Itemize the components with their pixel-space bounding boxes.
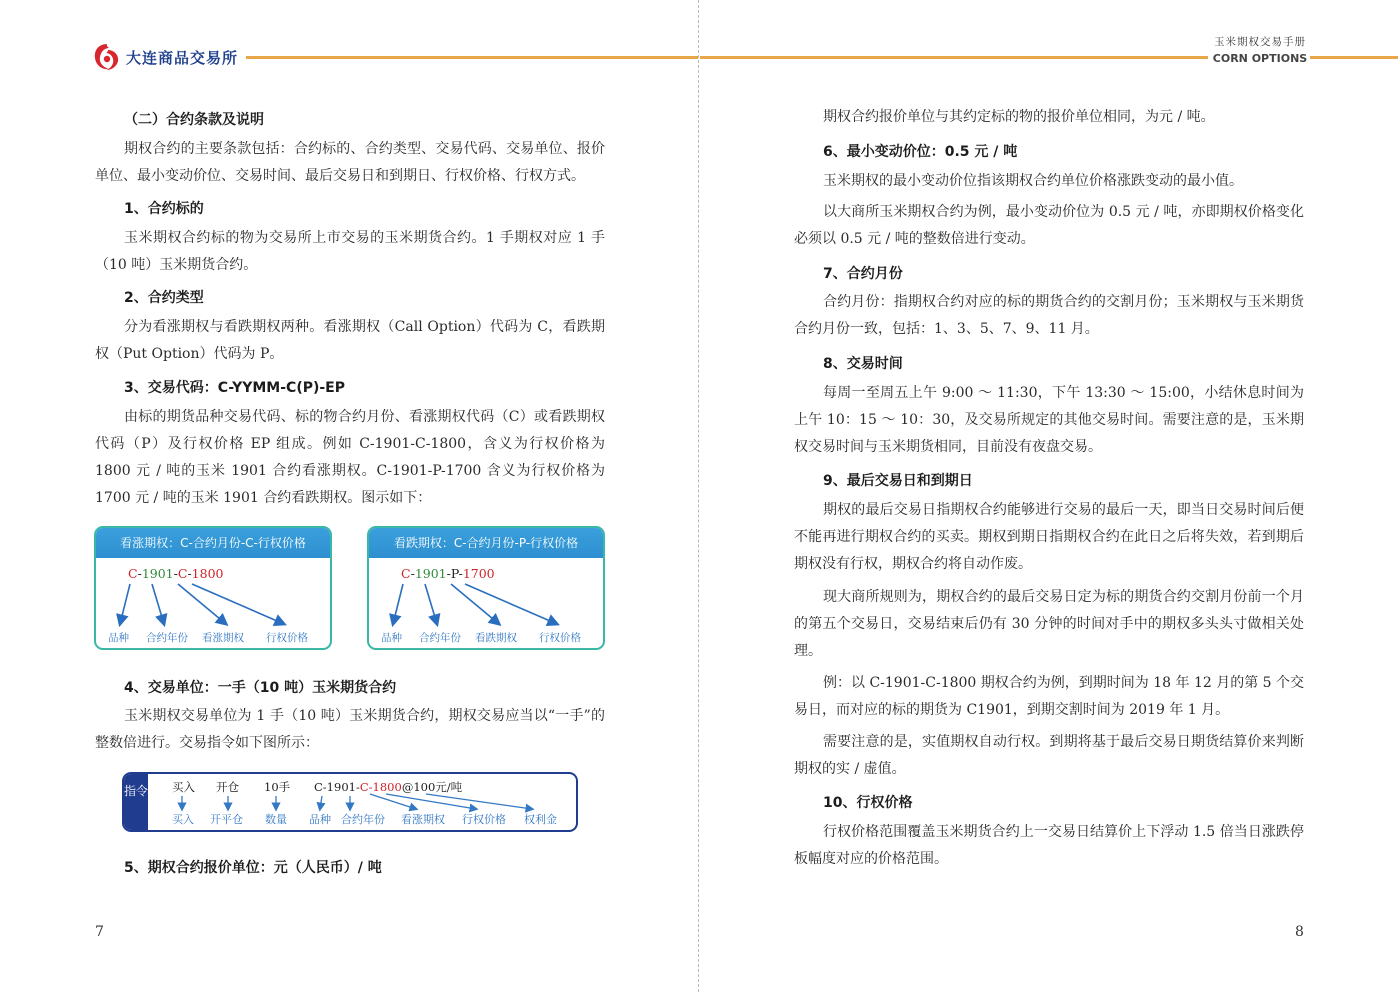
header-title-block	[1210, 34, 1310, 65]
instr-top-buy: 买入	[172, 780, 195, 794]
instr-label-open-close: 开平仓	[210, 813, 243, 826]
call-label-type: 看涨期权	[202, 632, 244, 644]
heading-strike-price: 10、行权价格	[823, 795, 913, 811]
header-rule-left	[246, 56, 698, 59]
instr-label-year: 合约年份	[341, 813, 385, 826]
paragraph-trading-hours: 每周一至周五上午 9:00 ～ 11:30，下午 13:30 ～ 15:00，小结休息时间为上午 10：15 ～ 10：30，及交易所规定的其他交易时间。需要注意的是，玉米期权交易时间与玉米期货相同，目前没有夜盘交易。	[794, 385, 1304, 455]
instr-code-premium: @100元/吨	[401, 780, 463, 794]
paragraph-underlying: 玉米期权合约标的物为交易所上市交易的玉米期货合约。1 手期权对应 1 手（10 吨）玉米期货合约。	[95, 230, 605, 273]
instr-label-premium: 权利金	[524, 813, 557, 826]
put-label-year: 合约年份	[419, 632, 461, 644]
paragraph-trading-code: 由标的期货品种交易代码、标的物合约月份、看涨期权代码（C）或看跌期权代码（P）及行权价格 EP 组成。例如 C-1901-C-1800，含义为行权价格为 1800 元 / 吨的玉米 1901 合约看涨期权。C-1901-P-1700 含义为行权价格为 1700 元 / 吨的玉米 1901 合约看跌期权。图示如下：	[95, 409, 605, 506]
code-part-variety: C	[128, 566, 138, 581]
call-label-variety: 品种	[108, 632, 129, 644]
instr-label-buy: 买入	[172, 813, 194, 826]
paragraph-quote-unit: 期权合约报价单位与其约定标的物的报价单位相同，为元 / 吨。	[823, 109, 1215, 125]
section-title: （二）合约条款及说明	[124, 112, 264, 128]
paragraph-tick-size-b: 以大商所玉米期权合约为例，最小变动价位为 0.5 元 / 吨，亦即期权价格变化必须以 0.5 元 / 吨的整数倍进行变动。	[794, 204, 1304, 247]
paragraph-contract-months: 合约月份：指期权合约对应的标的期货合约的交割月份；玉米期权与玉米期货合约月份一致，包括：1、3、5、7、9、11 月。	[794, 294, 1304, 337]
put-label-variety: 品种	[381, 632, 402, 644]
paragraph-last-trading-day-c: 例：以 C-1901-C-1800 期权合约为例，到期时间为 18 年 12 月的第 5 个交易日，而对应的标的期货为 C1901，到期交割时间为 2019 年 1 月。	[794, 675, 1305, 718]
code-part-year: 1901	[414, 566, 447, 581]
header-rule-right-end	[1310, 56, 1398, 59]
instr-label-variety: 品种	[309, 813, 331, 826]
intro-paragraph: 期权合约的主要条款包括：合约标的、合约类型、交易代码、交易单位、报价单位、最小变动价位、交易时间、最后交易日和到期日、行权价格、行权方式。	[95, 141, 605, 184]
paragraph-strike-price: 行权价格范围覆盖玉米期货合约上一交易日结算价上下浮动 1.5 倍当日涨跌停板幅度对应的价格范围。	[794, 824, 1304, 867]
code-part-strike: 1700	[462, 566, 495, 581]
header-right-title: 玉米期权交易手册	[1214, 36, 1306, 48]
logo-text: 大连商品交易所	[126, 49, 239, 67]
paragraph-last-trading-day-b: 现大商所规则为，期权合约的最后交易日定为标的期货合约交割月份前一个月的第五个交易日，交易结束后仍有 30 分钟的时间对手中的期权多头头寸做相关处理。	[794, 589, 1304, 659]
code-part-sep: -	[173, 566, 178, 581]
instr-label-strike: 行权价格	[462, 813, 506, 826]
heading-contract-months: 7、合约月份	[823, 266, 903, 282]
paragraph-contract-type: 分为看涨期权与看跌期权两种。看涨期权（Call Option）代码为 C，看跌期权（Put Option）代码为 P。	[95, 319, 605, 362]
code-part-year: 1901	[141, 566, 174, 581]
heading-trading-hours: 8、交易时间	[823, 356, 903, 372]
code-part-sep: -	[410, 566, 415, 581]
put-option-diagram	[367, 526, 605, 650]
heading-trading-code: 3、交易代码：C-YYMM-C(P)-EP	[124, 380, 346, 396]
instr-code-prefix: C-1901-	[314, 780, 360, 794]
put-label-type: 看跌期权	[475, 632, 517, 644]
page-number-right: 8	[1295, 924, 1304, 940]
code-part-sep: -	[137, 566, 142, 581]
paragraph-tick-size-a: 玉米期权的最小变动价位指该期权合约单位价格涨跌变动的最小值。	[823, 173, 1243, 189]
heading-underlying: 1、合约标的	[124, 201, 204, 217]
call-option-diagram	[94, 526, 332, 650]
code-part-sep: -	[187, 566, 192, 581]
paragraph-trading-unit: 玉米期权交易单位为 1 手（10 吨）玉米期货合约，期权交易应当以“一手”的整数倍进行。交易指令如下图所示：	[95, 708, 605, 751]
page-divider	[698, 0, 699, 992]
call-diagram-title: 看涨期权：C-合约月份-C-行权价格	[96, 528, 330, 558]
instr-label-call: 看涨期权	[401, 813, 445, 826]
paragraph-last-trading-day-a: 期权的最后交易日指期权合约能够进行交易的最后一天，即当日交易时间后便不能再进行期权合约的买卖。期权到期日指期权合约在此日之后将失效，若到期后期权没有行权，期权合约将自动作废。	[794, 502, 1304, 572]
instruction-diagram	[122, 772, 578, 832]
instr-code-strike: 1800	[372, 780, 402, 794]
dce-logo-icon	[92, 42, 122, 72]
instr-top-open: 开仓	[216, 780, 239, 794]
code-part-variety: C	[401, 566, 411, 581]
code-part-sep: -	[446, 566, 451, 581]
heading-trading-unit: 4、交易单位：一手（10 吨）玉米期货合约	[124, 680, 397, 696]
page-number-left: 7	[95, 924, 104, 940]
instr-top-qty: 10手	[264, 780, 291, 794]
code-part-sep: -	[458, 566, 463, 581]
heading-quote-unit: 5、期权合约报价单位：元（人民币）/ 吨	[124, 860, 382, 876]
paragraph-last-trading-day-d: 需要注意的是，实值期权自动行权。到期将基于最后交易日期货结算价来判断期权的实 / 虚值。	[794, 734, 1304, 777]
instr-label-qty: 数量	[265, 813, 287, 826]
header-rule-right	[700, 56, 1208, 59]
call-label-strike: 行权价格	[266, 632, 308, 644]
heading-tick-size: 6、最小变动价位：0.5 元 / 吨	[823, 144, 1018, 160]
put-label-strike: 行权价格	[539, 632, 581, 644]
instruction-side-label: 指令	[124, 774, 148, 830]
code-part-strike: 1800	[191, 566, 224, 581]
heading-contract-type: 2、合约类型	[124, 290, 204, 306]
instr-code-type: C-	[359, 780, 373, 794]
put-diagram-title: 看跌期权：C-合约月份-P-行权价格	[369, 528, 603, 558]
header-right-subtitle: CORN OPTIONS	[1212, 52, 1308, 65]
code-part-type: P	[450, 566, 459, 581]
code-part-type: C	[177, 566, 188, 581]
call-label-year: 合约年份	[146, 632, 188, 644]
heading-last-trading-day: 9、最后交易日和到期日	[823, 473, 973, 489]
